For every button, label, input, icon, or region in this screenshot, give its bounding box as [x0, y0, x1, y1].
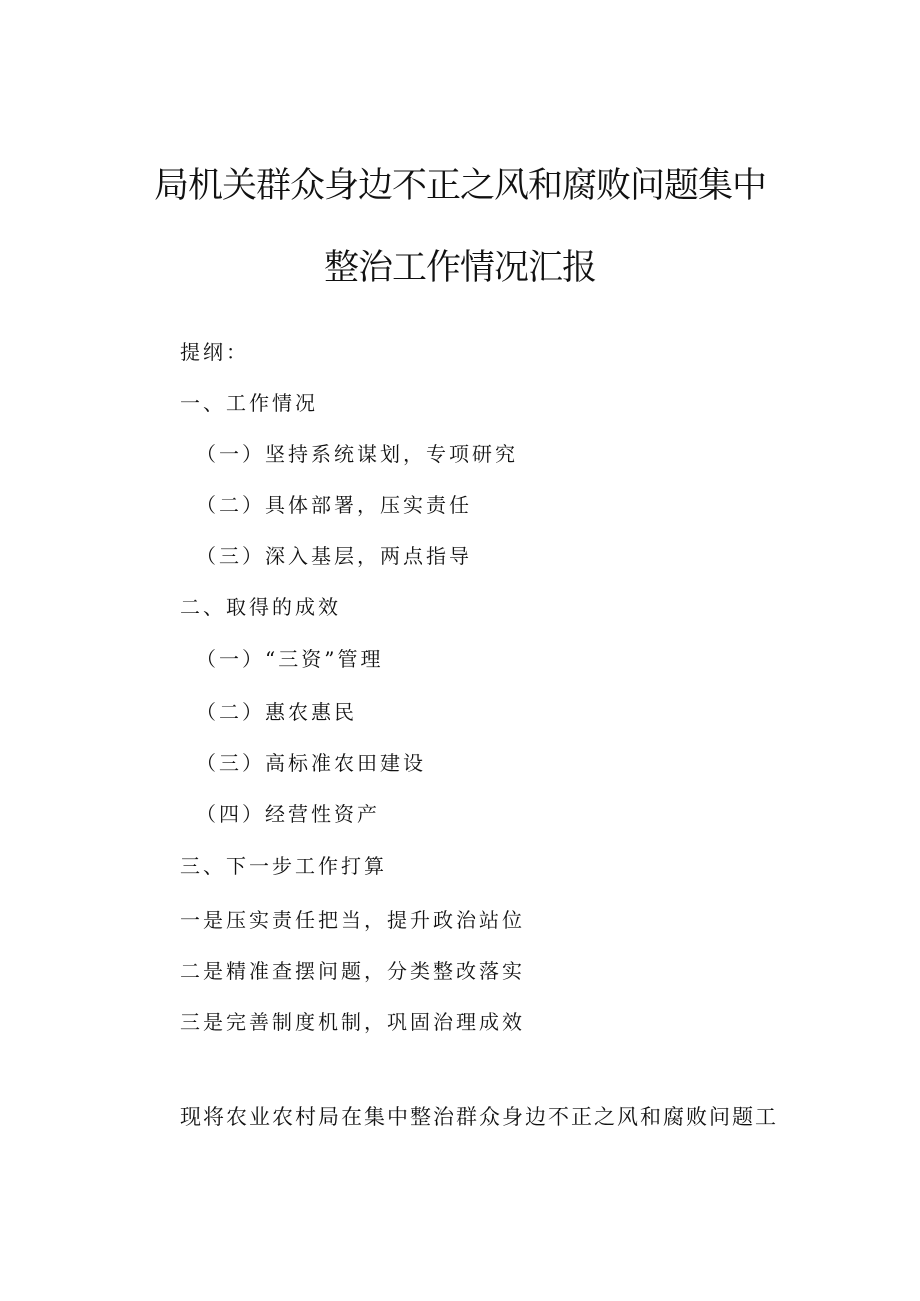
next-step-1: 一是压实责任把当，提升政治站位	[180, 908, 525, 932]
section-1-item-3: （三）深入基层，两点指导	[196, 544, 472, 568]
next-step-2: 二是精准查摆问题，分类整改落实	[180, 959, 525, 983]
outline-label: 提纲：	[180, 340, 249, 364]
document-title-line-1: 局机关群众身边不正之风和腐败问题集中	[153, 166, 766, 206]
section-1-item-1: （一）坚持系统谋划，专项研究	[196, 442, 518, 466]
section-heading-3: 三、下一步工作打算	[180, 854, 387, 878]
section-1-item-2: （二）具体部署，压实责任	[196, 493, 472, 517]
section-heading-2: 二、取得的成效	[180, 595, 341, 619]
section-heading-1: 一、工作情况	[180, 391, 318, 415]
section-2-item-2: （二）惠农惠民	[196, 700, 357, 724]
document-title-line-2: 整治工作情况汇报	[323, 248, 596, 288]
section-2-item-3: （三）高标准农田建设	[196, 751, 426, 775]
body-paragraph-first-line: 现将农业农村局在集中整治群众身边不正之风和腐败问题工	[180, 1105, 778, 1129]
next-step-3: 三是完善制度机制，巩固治理成效	[180, 1010, 525, 1034]
section-2-item-4: （四）经营性资产	[196, 802, 380, 826]
section-2-item-1: （一）“三资”管理	[196, 647, 384, 671]
